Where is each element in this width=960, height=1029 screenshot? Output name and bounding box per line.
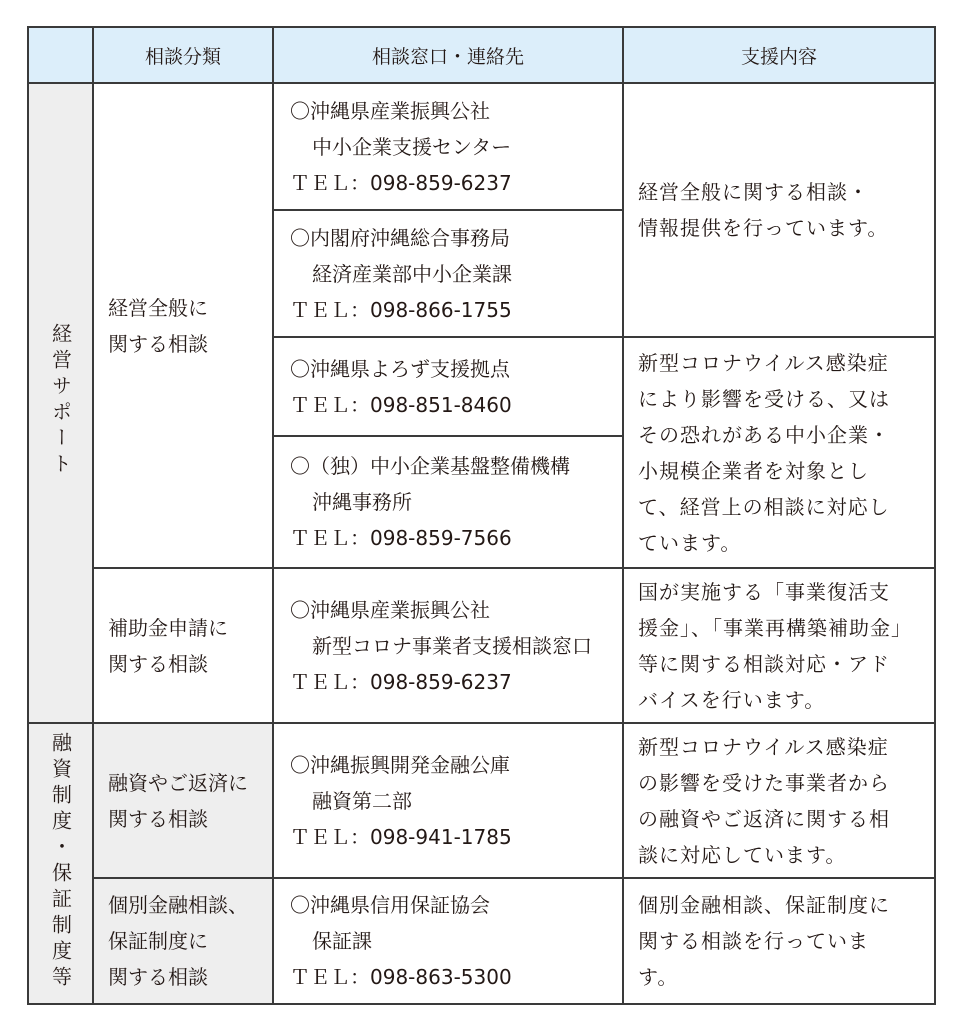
support-cell: 国が実施する「事業復活支 援金」、「事業再構築補助金」 等に関する相談対応・アド バイスを行います。 [623,568,935,723]
table-row [28,568,935,723]
header-support: 支援内容 [623,27,935,83]
header-category: 相談分類 [93,27,273,83]
header-row [28,27,935,83]
contact-cell: 〇沖縄県よろず支援拠点 ＴＥＬ：098-851-8460 [273,337,623,436]
sub-category-subsidy: 補助金申請に 関する相談 [93,568,273,723]
contact-cell: 〇沖縄振興開発金融公庫 融資第二部 ＴＥＬ：098-941-1785 [273,723,623,878]
header-contact: 相談窓口・連絡先 [273,27,623,83]
support-cell: 個別金融相談、保証制度に 関する相談を行っていま す。 [623,878,935,1004]
table-row [28,83,935,210]
sub-category-general: 経営全般に 関する相談 [93,83,273,568]
sub-category-guarantee: 個別金融相談、 保証制度に 関する相談 [93,878,273,1004]
contact-cell: 〇沖縄県信用保証協会 保証課 ＴＥＬ：098-863-5300 [273,878,623,1004]
sub-category-loans: 融資やご返済に 関する相談 [93,723,273,878]
group-label-finance: 融資制度・保証制度等 [28,723,93,1004]
group-label-management: 経営サポート [28,83,93,723]
header-blank [28,27,93,83]
contact-cell: 〇沖縄県産業振興公社 中小企業支援センター ＴＥＬ：098-859-6237 [273,83,623,210]
support-table [27,26,936,1005]
contact-cell: 〇（独）中小企業基盤整備機構 沖縄事務所 ＴＥＬ：098-859-7566 [273,436,623,568]
support-cell: 経営全般に関する相談・ 情報提供を行っています。 [623,83,935,337]
table-row [28,878,935,1004]
support-cell: 新型コロナウイルス感染症 の影響を受けた事業者から の融資やご返済に関する相 談に対応しています。 [623,723,935,878]
table-row [28,723,935,878]
support-cell: 新型コロナウイルス感染症 により影響を受ける、又は その恐れがある中小企業・ 小規模企業者を対象とし て、経営上の相談に対応し ています。 [623,337,935,568]
contact-cell: 〇沖縄県産業振興公社 新型コロナ事業者支援相談窓口 ＴＥＬ：098-859-6237 [273,568,623,723]
contact-cell: 〇内閣府沖縄総合事務局 経済産業部中小企業課 ＴＥＬ：098-866-1755 [273,210,623,337]
